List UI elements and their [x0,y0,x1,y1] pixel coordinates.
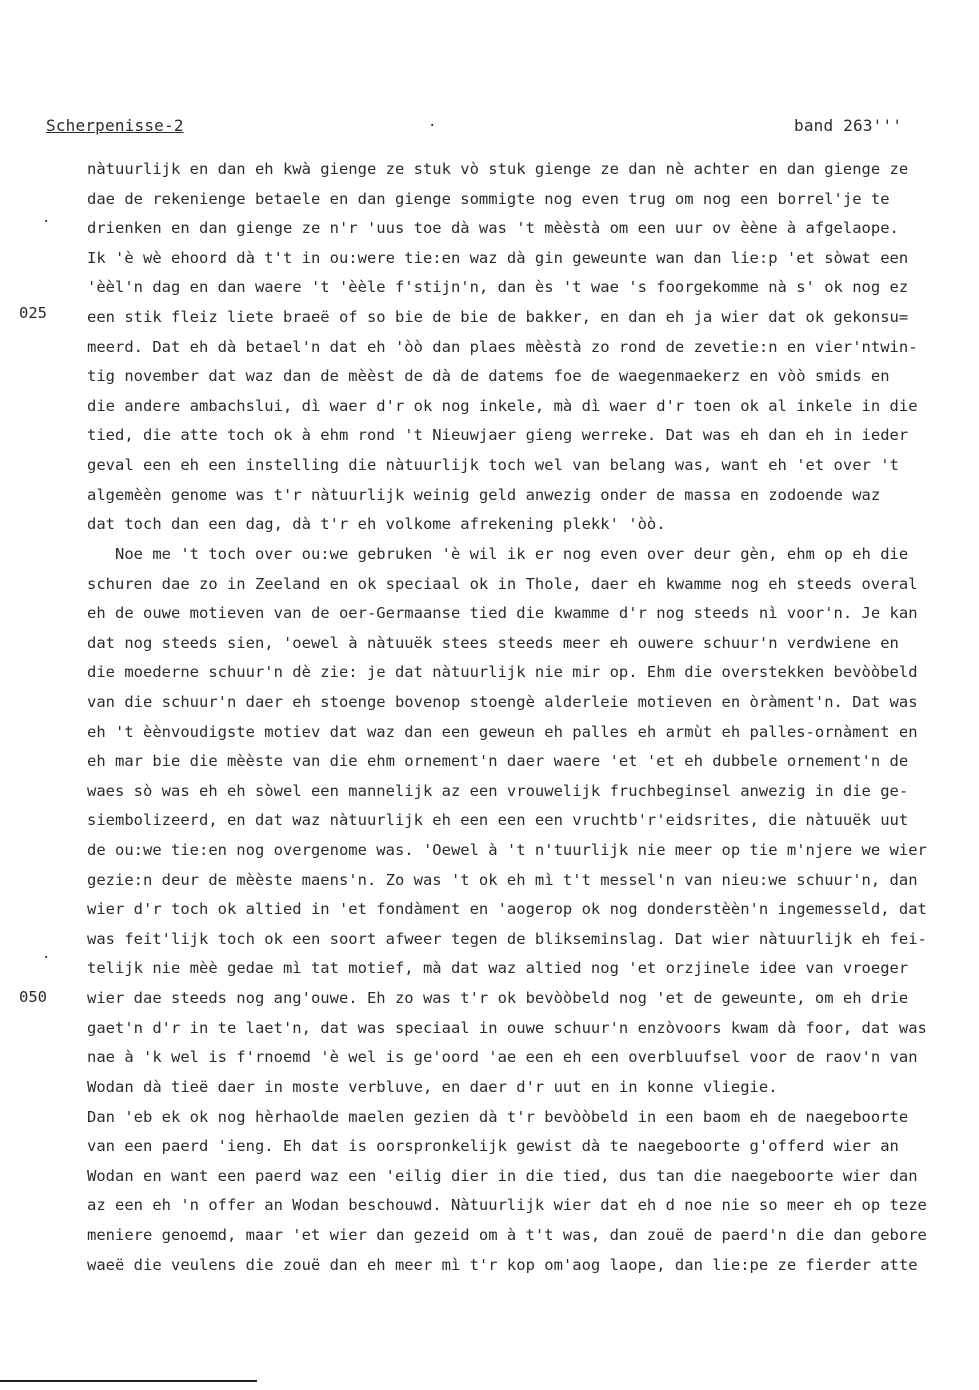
line-number-025: 025 [19,304,47,322]
text-line: telijk nie mèè gedae mì tat motief, mà dat waz altied nog 'et orzjinele idee van vroeger [87,959,909,978]
text-line: az een eh 'n offer an Wodan beschouwd. Nàtuurlijk wier dat eh d noe nie so meer eh op teze [87,1196,927,1215]
text-line: waeë die veulens die zouë dan eh meer mì t'r kop om'aog laope, dan lie:pe ze fierder atte [87,1255,918,1274]
text-line: drienken en dan gienge ze n'r 'uus toe dà was 't mèèstà om een uur ov èène à afgelaope. [87,219,899,238]
text-line: tig november dat waz dan de mèèst de dà de datems foe de waegenmaekerz en vòò smids en [87,367,890,386]
text-line: wier dae steeds nog ang'ouwe. Eh zo was t'r ok bevòòbeld nog 'et de geweunte, om eh drie [87,989,909,1008]
text-line: 'èèl'n dag en dan waere 't 'èèle f'stijn'n, dan ès 't wae 's foorgekomme nà s' ok nog ez [87,278,909,297]
text-line: van die schuur'n daer eh stoenge bovenop stoengè alderleie motieven en òràment'n. Dat was [87,692,918,711]
header-mark: · [428,118,437,134]
text-line: Wodan dà tieë daer in moste verbluve, en daer d'r uut en in konne vliegie. [87,1077,778,1096]
text-line: eh mar bie die mèèste van die ehm ornement'n daer waere 'et 'et eh dubbele ornement'n de [87,752,909,771]
text-line: algemèèn genome was t'r nàtuurlijk weinig geld anwezig onder de massa en zodoende waz [87,485,881,504]
text-line: de ou:we tie:en nog overgenome was. 'Oewel à 't n'tuurlijk nie meer op tie m'njere we wier [87,841,927,860]
text-line: gezie:n deur de mèèste maens'n. Zo was 't ok eh mì t't messel'n van nieu:we schuur'n, dan [87,870,918,889]
text-line: dat toch dan een dag, dà t'r eh volkome afrekening plekk' 'òò. [87,515,666,534]
text-line: geval een eh een instelling die nàtuurlijk toch wel van belang was, want eh 'et over 't [87,456,899,475]
tape-reference: band 263''' [794,116,903,135]
text-line: siembolizeerd, en dat waz nàtuurlijk eh een een een vruchtb'r'eidsrites, die nàtuuëk uut [87,811,909,830]
text-line: wier d'r toch ok altied in 'et fondàment en 'aogerop ok nog donderstèèn'n ingemesseld, dat [87,900,927,919]
text-line: eh 't èènvoudigste motiev dat waz dan een geweun eh palles eh armùt eh palles-ornàment en [87,722,918,741]
text-line: gaet'n d'r in te laet'n, dat was speciaal in ouwe schuur'n enzòvoors kwam dà foor, dat was [87,1018,927,1037]
text-line: eh de ouwe motieven van de oer-Germaanse tied die kwamme d'r nog steeds nì voor'n. Je kan [87,604,918,623]
text-line: meniere genoemd, maar 'et wier dan gezeid om à t't was, dan zouë de paerd'n die dan gebore [87,1225,927,1244]
margin-mark: · [42,950,51,966]
text-line: Noe me 't toch over ou:we gebruken 'è wil ik er nog even over deur gèn, ehm op eh die [87,544,909,563]
line-number-050: 050 [19,988,47,1006]
text-line: Dan 'eb ek ok nog hèrhaolde maelen gezien dà t'r bevòòbeld in een baom eh de naegeboorte [87,1107,909,1126]
text-line: waes sò was eh eh sòwel een mannelijk az een vrouwelijk fruchbeginsel anwezig in die ge- [87,781,909,800]
text-line: Ik 'è wè ehoord dà t't in ou:were tie:en waz dà gin geweunte wan dan lie:p 'et sòwat een [87,248,909,267]
transcript-body [87,155,979,1280]
text-line: een stik fleiz liete braeë of so bie de bie de bakker, en dan eh ja wier dat ok gekonsu= [87,308,909,327]
margin-mark: · [42,214,51,230]
text-line: tied, die atte toch ok à ehm rond 't Nieuwjaer gieng werreke. Dat was eh dan eh in ieder [87,426,909,445]
text-line: meerd. Dat eh dà betael'n dat eh 'òò dan plaes mèèstà zo rond de zevetie:n en vier'ntwin- [87,337,918,356]
text-line: nae à 'k wel is f'rnoemd 'è wel is ge'oord 'ae een eh een overbluufsel voor de raov'n van [87,1048,918,1067]
text-line: die andere ambachslui, dì waer d'r ok nog inkele, mà dì waer d'r toen ok al inkele in die [87,396,918,415]
text-line: dae de rekenienge betaele en dan gienge sommigte nog even trug om nog een borrel'je te [87,189,890,208]
text-line: Wodan en want een paerd waz een 'eilig dier in die tied, dus tan die naegeboorte wier dan [87,1166,918,1185]
bottom-rule [0,1380,257,1382]
text-line: nàtuurlijk en dan eh kwà gienge ze stuk vò stuk gienge ze dan nè achter en dan gienge ze [87,160,909,178]
document-title: Scherpenisse-2 [46,116,184,135]
text-line: was feit'lijk toch ok een soort afweer tegen de blikseminslag. Dat wier nàtuurlijk eh fei- [87,929,927,948]
text-line: dat nog steeds sien, 'oewel à nàtuuëk stees steeds meer eh ouwere schuur'n verdwiene en [87,633,899,652]
text-line: die moederne schuur'n dè zie: je dat nàtuurlijk nie mir op. Ehm die overstekken bevòòbeld [87,663,918,682]
text-line: van een paerd 'ieng. Eh dat is oorspronkelijk gewist dà te naegeboorte g'offerd wier an [87,1137,899,1156]
text-line: schuren dae zo in Zeeland en ok speciaal ok in Thole, daer eh kwamme nog eh steeds overal [87,574,918,593]
